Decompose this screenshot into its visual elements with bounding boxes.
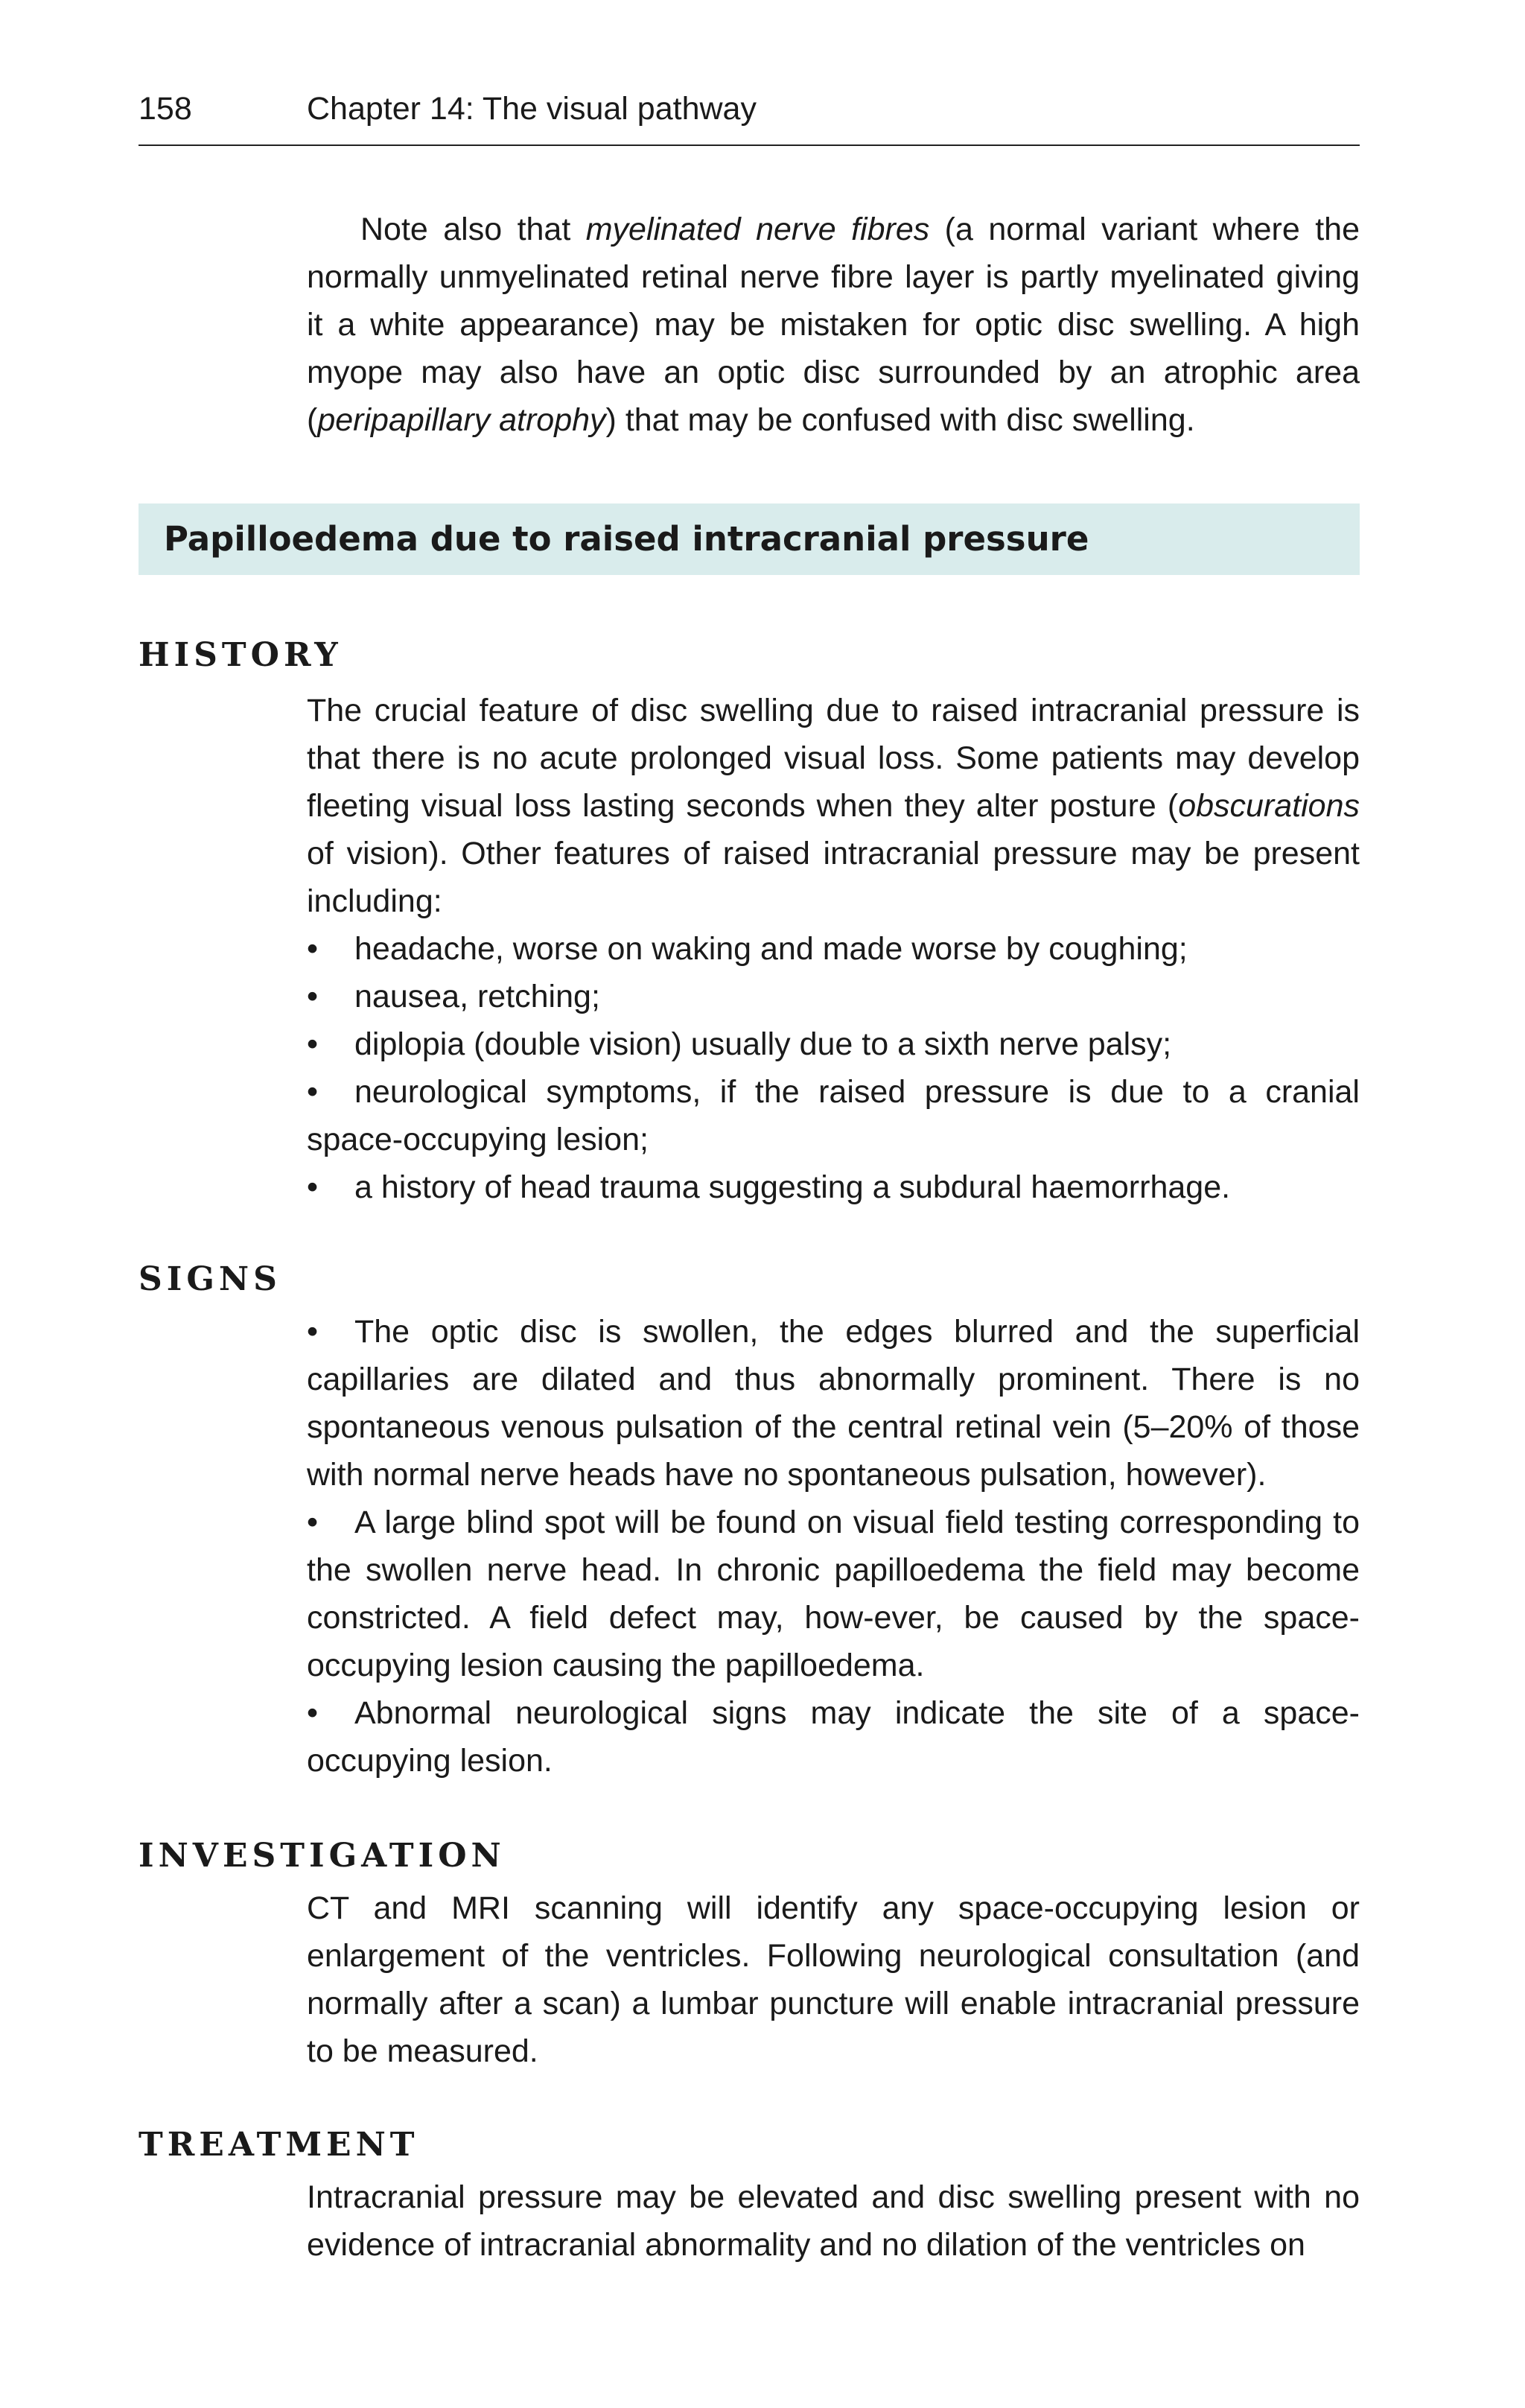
list-item: • diplopia (double vision) usually due to a sixth nerve palsy; (307, 1026, 1172, 1062)
section-title-band (139, 503, 1360, 575)
page-header (139, 86, 1360, 146)
history-heading: HISTORY (139, 636, 343, 674)
list-item: • a history of head trauma suggesting a subdural haemorrhage. (307, 1169, 1231, 1205)
treatment-heading: TREATMENT (139, 2126, 419, 2164)
history-bullet-list (307, 925, 1360, 1211)
investigation-paragraph: CT and MRI scanning will identify any space-occupying lesion or enlargement of the ventricles. Following neurological consultation (and normally after a scan) a lumbar puncture will enable intracranial pressure to be measured. (307, 1890, 1360, 2069)
intro-paragraph: Note also that myelinated nerve fibres (a normal variant where the normally unmyelinated retinal nerve fibre layer is partly myelinated giving it a white appearance) may be mistaken for optic disc swelling. A high myope may also have an optic disc surrounded by an atrophic area (peripapillary atrophy) that may be confused with disc swelling. (307, 212, 1360, 438)
treatment-paragraph: Intracranial pressure may be elevated and disc swelling present with no evidence of intracranial abnormality and no dilation of the ventricles on (307, 2179, 1360, 2263)
list-item: • A large blind spot will be found on visual field testing corresponding to the swollen nerve head. In chronic papilloedema the field may become constricted. A field defect may, how-ever, be caused by the space-occupying lesion causing the papilloedema. (307, 1505, 1360, 1683)
section-title: Papilloedema due to raised intracranial pressure (164, 519, 1089, 559)
page-number: 158 (139, 91, 192, 127)
history-paragraph: The crucial feature of disc swelling due to raised intracranial pressure is that there is no acute prolonged visual loss. Some patients may develop fleeting visual loss lasting seconds when they alter posture (obscurations of vision). Other features of raised intracranial pressure may be present including: (307, 693, 1360, 919)
list-item: • headache, worse on waking and made worse by coughing; (307, 931, 1188, 967)
history-block (307, 687, 1360, 1211)
investigation-block (307, 1884, 1360, 2075)
treatment-block (307, 2173, 1360, 2269)
intro-term-myelinated: myelinated nerve fibres (585, 212, 930, 247)
investigation-heading: INVESTIGATION (139, 1837, 506, 1875)
intro-term-peripapillary: peripapillary atrophy (317, 402, 606, 438)
chapter-title: Chapter 14: The visual pathway (307, 91, 757, 127)
history-term-obscurations: obscurations (1178, 788, 1360, 824)
signs-block (307, 1308, 1360, 1785)
signs-heading: SIGNS (139, 1260, 281, 1298)
list-item: • Abnormal neurological signs may indicate the site of a space-occupying lesion. (307, 1695, 1360, 1779)
list-item: • The optic disc is swollen, the edges blurred and the superficial capillaries are dilated and thus abnormally prominent. There is no spontaneous venous pulsation of the central retinal vein (5–20% of those with normal nerve heads have no spontaneous pulsation, however). (307, 1314, 1360, 1493)
list-item: • neurological symptoms, if the raised pressure is due to a cranial space-occupying lesion; (307, 1074, 1360, 1157)
list-item: • nausea, retching; (307, 979, 600, 1014)
